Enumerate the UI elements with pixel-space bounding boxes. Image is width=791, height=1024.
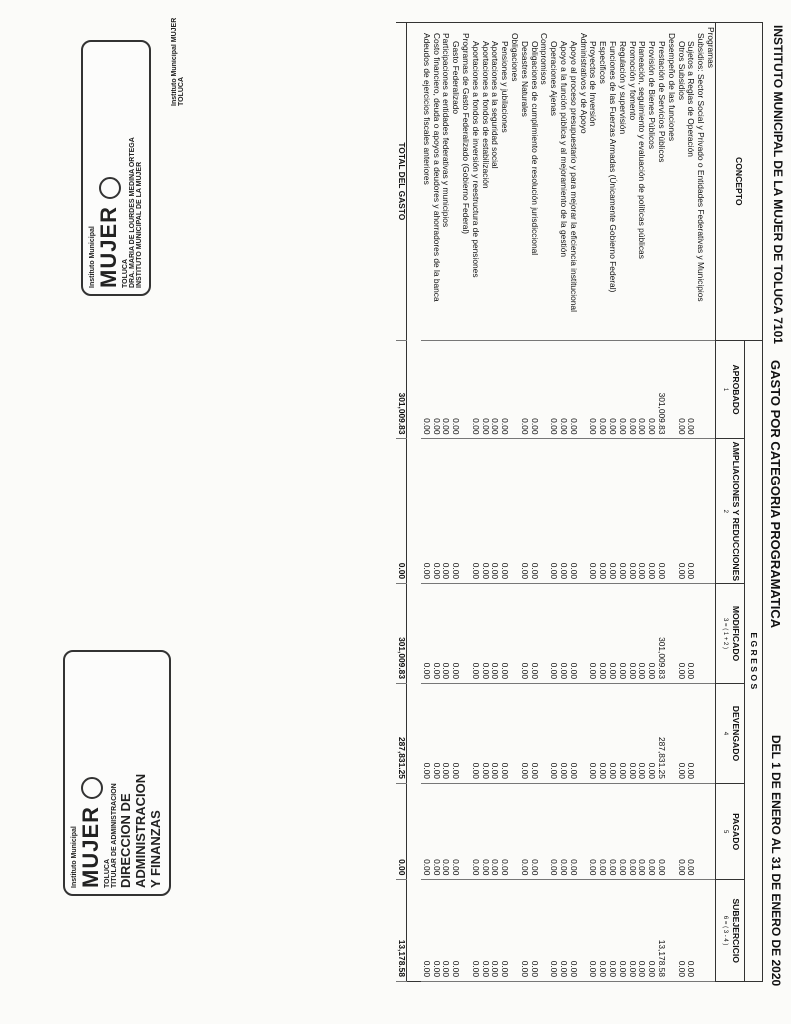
value-cell: 0.00: [421, 783, 431, 879]
concept-cell: Compromisos: [539, 23, 549, 341]
table-row: [607, 23, 617, 982]
value-cell: 0.00: [441, 683, 451, 783]
value-cell: [509, 439, 519, 584]
value-cell: 0.00: [686, 439, 696, 584]
concept-cell: Participaciones a entidades federativas y municipios: [441, 23, 451, 341]
column-label: MODIFICADO: [731, 605, 741, 662]
value-cell: 301,009.83: [656, 584, 666, 684]
value-cell: 0.00: [421, 340, 431, 439]
value-cell: 0.00: [450, 880, 460, 982]
value-cell: 0.00: [548, 880, 558, 982]
value-cell: 0.00: [686, 880, 696, 982]
concept-cell: Administrativos y de Apoyo: [578, 23, 588, 341]
value-cell: 0.00: [480, 439, 490, 584]
value-cell: 0.00: [607, 340, 617, 439]
value-cell: 0.00: [529, 783, 539, 879]
value-cell: 0.00: [646, 439, 656, 584]
value-cell: 0.00: [588, 439, 598, 584]
value-cell: 0.00: [431, 584, 441, 684]
column-label: PAGADO: [731, 813, 741, 851]
value-cell: 0.00: [646, 584, 656, 684]
total-row: [396, 23, 406, 982]
concept-cell: Apoyo a la función pública y al mejoramiento de la gestión: [558, 23, 568, 341]
concept-cell: Adeudos de ejercicios fiscales anteriores: [421, 23, 431, 341]
value-cell: 0.00: [421, 880, 431, 982]
value-cell: 0.00: [450, 584, 460, 684]
value-cell: [695, 584, 705, 684]
value-cell: [705, 340, 715, 439]
table-row: [431, 23, 441, 982]
table-row: [441, 23, 451, 982]
value-cell: 0.00: [558, 880, 568, 982]
table-row: [558, 23, 568, 982]
column-header-6: [716, 880, 745, 982]
left-stamp-line1: Instituto Municipal: [89, 226, 96, 288]
value-cell: 0.00: [421, 439, 431, 584]
value-cell: 0.00: [480, 584, 490, 684]
concept-cell: Gasto Federalizado: [450, 23, 460, 341]
table-row: [519, 23, 529, 982]
column-header-1: [716, 340, 745, 439]
value-cell: [705, 584, 715, 684]
value-cell: 0.00: [490, 783, 500, 879]
value-cell: [666, 439, 676, 584]
value-cell: [509, 584, 519, 684]
value-cell: 0.00: [676, 584, 686, 684]
concept-cell: Subsidios: Sector Social y Privado o Entidades Federativas y Municipios: [695, 23, 705, 341]
value-cell: 0.00: [617, 683, 627, 783]
value-cell: [539, 683, 549, 783]
value-cell: [578, 439, 588, 584]
value-cell: 0.00: [441, 439, 451, 584]
value-cell: [460, 683, 470, 783]
value-cell: 0.00: [646, 340, 656, 439]
value-cell: 0.00: [637, 439, 647, 584]
value-cell: 0.00: [686, 584, 696, 684]
column-header-4: [716, 683, 745, 783]
value-cell: 0.00: [480, 880, 490, 982]
left-stamp-footer: INSTITUTO MUNICIPAL DE LA MUJER: [136, 161, 143, 288]
value-cell: 0.00: [529, 340, 539, 439]
value-cell: [705, 439, 715, 584]
right-stamp-dept1: DIRECCION DE: [118, 793, 133, 888]
table-row: [548, 23, 558, 982]
table-row: [588, 23, 598, 982]
right-stamp-role: TITULAR DE ADMINISTRACION: [111, 783, 118, 888]
value-cell: 0.00: [617, 340, 627, 439]
left-stamp: [81, 40, 151, 296]
report-period: DEL 1 DE ENERO AL 31 DE ENERO DE 2020: [769, 735, 783, 987]
table-row: [539, 23, 549, 982]
value-cell: 0.00: [558, 340, 568, 439]
value-cell: 0.00: [441, 340, 451, 439]
concept-header: CONCEPTO: [716, 23, 763, 341]
value-cell: 0.00: [627, 340, 637, 439]
value-cell: 0.00: [646, 683, 656, 783]
value-cell: [666, 340, 676, 439]
concept-cell: Desempeño de las funciones: [666, 23, 676, 341]
column-formula: 5: [722, 829, 728, 834]
value-cell: [705, 880, 715, 982]
value-cell: 0.00: [597, 783, 607, 879]
right-stamp-dept2: ADMINISTRACION: [133, 773, 148, 888]
value-cell: 0.00: [617, 439, 627, 584]
concept-cell: Obligaciones de cumplimiento de resolución jurisdiccional: [529, 23, 539, 341]
value-cell: 0.00: [548, 783, 558, 879]
value-cell: 0.00: [519, 683, 529, 783]
table-row: [480, 23, 490, 982]
value-cell: 0.00: [396, 439, 406, 584]
value-cell: 13,178.58: [396, 880, 406, 982]
value-cell: [460, 439, 470, 584]
value-cell: [705, 783, 715, 879]
column-label: SUBEJERCICIO: [731, 898, 741, 963]
table-row: [705, 23, 715, 982]
value-cell: 0.00: [558, 783, 568, 879]
left-stamp-line3: TOLUCA: [122, 258, 129, 288]
left-stamp-signer: DRA. MARIA DE LOURDES MEDINA ORTEGA: [129, 137, 136, 288]
concept-cell: Apoyo al proceso presupuestario y para mejorar la eficiencia institucional: [568, 23, 578, 341]
value-cell: [539, 584, 549, 684]
value-cell: [509, 783, 519, 879]
value-cell: 0.00: [480, 340, 490, 439]
value-cell: 0.00: [529, 584, 539, 684]
programmatic-expense-table: [396, 22, 763, 982]
value-cell: 0.00: [529, 880, 539, 982]
value-cell: 0.00: [548, 683, 558, 783]
value-cell: 0.00: [637, 584, 647, 684]
value-cell: [460, 783, 470, 879]
table-row: [421, 23, 431, 982]
value-cell: 0.00: [627, 584, 637, 684]
column-header-2: [716, 439, 745, 584]
value-cell: 0.00: [637, 880, 647, 982]
value-cell: [695, 783, 705, 879]
right-stamp: [63, 650, 171, 896]
value-cell: 0.00: [470, 439, 480, 584]
spacer-row: [407, 23, 422, 982]
concept-cell: Costo financiero, deuda o apoyos a deudores y ahorradores de la banca: [431, 23, 441, 341]
column-formula: 2: [722, 509, 728, 513]
value-cell: 0.00: [519, 439, 529, 584]
value-cell: 0.00: [450, 783, 460, 879]
value-cell: 0.00: [568, 783, 578, 879]
value-cell: 0.00: [519, 340, 529, 439]
value-cell: 0.00: [686, 783, 696, 879]
value-cell: 0.00: [588, 584, 598, 684]
value-cell: [578, 880, 588, 982]
value-cell: 0.00: [607, 880, 617, 982]
concept-cell: Pensiones y jubilaciones: [499, 23, 509, 341]
value-cell: 0.00: [499, 783, 509, 879]
value-cell: 0.00: [470, 783, 480, 879]
value-cell: 0.00: [396, 783, 406, 879]
value-cell: 0.00: [519, 584, 529, 684]
value-cell: [460, 340, 470, 439]
value-cell: 0.00: [421, 683, 431, 783]
value-cell: 0.00: [627, 683, 637, 783]
right-stamp-dept3: Y FINANZAS: [148, 810, 163, 888]
header-row-egresos: [745, 23, 763, 982]
value-cell: [578, 340, 588, 439]
value-cell: 0.00: [676, 439, 686, 584]
concept-cell: Programas: [705, 23, 715, 341]
value-cell: 287,831.25: [656, 683, 666, 783]
value-cell: 0.00: [431, 683, 441, 783]
value-cell: 0.00: [676, 783, 686, 879]
concept-cell: TOTAL DEL GASTO: [396, 23, 406, 341]
table-row: [666, 23, 676, 982]
value-cell: 0.00: [568, 584, 578, 684]
value-cell: 0.00: [529, 439, 539, 584]
value-cell: 0.00: [676, 683, 686, 783]
table-row: [646, 23, 656, 982]
value-cell: 0.00: [568, 340, 578, 439]
table-row: [617, 23, 627, 982]
column-formula: 3 = ( 1 + 2 ): [722, 618, 728, 650]
table-body: [396, 23, 715, 982]
value-cell: 0.00: [617, 584, 627, 684]
report-title: GASTO POR CATEGORIA PROGRAMATICA: [768, 360, 783, 629]
value-cell: 0.00: [627, 439, 637, 584]
value-cell: [509, 880, 519, 982]
value-cell: 0.00: [499, 340, 509, 439]
column-label: AMPLIACIONES Y REDUCCIONES: [731, 441, 741, 582]
concept-cell: Proyectos de Inversión: [588, 23, 598, 341]
table-row: [450, 23, 460, 982]
seal-icon: [99, 177, 121, 199]
value-cell: [695, 340, 705, 439]
table-row: [470, 23, 480, 982]
value-cell: 0.00: [597, 683, 607, 783]
value-cell: 301,009.83: [396, 340, 406, 439]
value-cell: 0.00: [519, 783, 529, 879]
value-cell: 0.00: [499, 683, 509, 783]
concept-cell: Operaciones Ajenas: [548, 23, 558, 341]
value-cell: 0.00: [490, 880, 500, 982]
value-cell: 0.00: [548, 340, 558, 439]
value-cell: 0.00: [597, 880, 607, 982]
column-label: APROBADO: [731, 364, 741, 415]
value-cell: 0.00: [568, 880, 578, 982]
left-stamp-line2: MUJER: [96, 48, 122, 288]
value-cell: 0.00: [499, 584, 509, 684]
value-cell: [705, 683, 715, 783]
table-row: [637, 23, 647, 982]
value-cell: 0.00: [676, 880, 686, 982]
value-cell: 0.00: [480, 783, 490, 879]
entity-title: INSTITUTO MUNICIPAL DE LA MUJER DE TOLUCA 7101: [771, 25, 785, 344]
value-cell: 0.00: [627, 783, 637, 879]
concept-cell: Otros Subsidios: [676, 23, 686, 341]
table-row: [656, 23, 666, 982]
value-cell: [695, 439, 705, 584]
table-row: [676, 23, 686, 982]
value-cell: 0.00: [588, 880, 598, 982]
value-cell: 0.00: [607, 683, 617, 783]
value-cell: 0.00: [607, 439, 617, 584]
table-row: [568, 23, 578, 982]
value-cell: 0.00: [646, 880, 656, 982]
value-cell: 0.00: [558, 439, 568, 584]
concept-cell: Promoción y fomento: [627, 23, 637, 341]
table-row: [597, 23, 607, 982]
column-formula: 1: [722, 387, 728, 392]
value-cell: 0.00: [627, 880, 637, 982]
value-cell: [578, 783, 588, 879]
value-cell: 0.00: [450, 439, 460, 584]
value-cell: 0.00: [441, 880, 451, 982]
concept-cell: Sujetos a Reglas de Operación: [686, 23, 696, 341]
concept-cell: Regulación y supervisión: [617, 23, 627, 341]
value-cell: 0.00: [450, 683, 460, 783]
value-cell: 0.00: [490, 340, 500, 439]
concept-cell: Aportaciones a fondos de estabilización: [480, 23, 490, 341]
value-cell: 0.00: [470, 584, 480, 684]
value-cell: [460, 880, 470, 982]
value-cell: [578, 683, 588, 783]
value-cell: 0.00: [529, 683, 539, 783]
institute-logo-text: Instituto Municipal MUJER TOLUCA: [171, 17, 185, 106]
value-cell: 0.00: [597, 584, 607, 684]
table-row: [695, 23, 705, 982]
value-cell: 0.00: [548, 439, 558, 584]
value-cell: 0.00: [490, 584, 500, 684]
value-cell: [539, 340, 549, 439]
value-cell: 0.00: [548, 584, 558, 684]
value-cell: 0.00: [490, 439, 500, 584]
value-cell: 0.00: [637, 783, 647, 879]
value-cell: [460, 584, 470, 684]
table-row: [460, 23, 470, 982]
concept-cell: Funciones de las Fuerzas Armadas (Únicamente Gobierno Federal): [607, 23, 617, 341]
right-stamp-line1: Instituto Municipal: [71, 826, 78, 888]
value-cell: 0.00: [568, 439, 578, 584]
concept-cell: Específicos: [597, 23, 607, 341]
table-row: [578, 23, 588, 982]
value-cell: 0.00: [637, 340, 647, 439]
concept-cell: Obligaciones: [509, 23, 519, 341]
value-cell: [695, 880, 705, 982]
table-row: [499, 23, 509, 982]
table-row: [627, 23, 637, 982]
value-cell: 0.00: [421, 584, 431, 684]
column-label: DEVENGADO: [731, 705, 741, 762]
value-cell: [666, 584, 676, 684]
value-cell: 0.00: [499, 439, 509, 584]
value-cell: 0.00: [597, 439, 607, 584]
value-cell: 0.00: [470, 880, 480, 982]
value-cell: 301,009.83: [396, 584, 406, 684]
value-cell: 0.00: [519, 880, 529, 982]
value-cell: 0.00: [588, 783, 598, 879]
value-cell: 0.00: [607, 783, 617, 879]
column-header-3: [716, 584, 745, 684]
value-cell: [666, 783, 676, 879]
value-cell: [539, 439, 549, 584]
value-cell: 0.00: [431, 783, 441, 879]
value-cell: 13,178.58: [656, 880, 666, 982]
value-cell: [666, 880, 676, 982]
egresos-header: E G R E S O S: [745, 340, 763, 981]
seal-icon: [81, 777, 103, 799]
concept-cell: Aportaciones a la seguridad social: [490, 23, 500, 341]
value-cell: 0.00: [431, 439, 441, 584]
value-cell: 0.00: [686, 683, 696, 783]
value-cell: 0.00: [558, 683, 568, 783]
value-cell: 0.00: [637, 683, 647, 783]
value-cell: 0.00: [441, 783, 451, 879]
concept-cell: Programas de Gasto Federalizado (Gobierno Federal): [460, 23, 470, 341]
concept-cell: Provisión de Bienes Públicos: [646, 23, 656, 341]
value-cell: 0.00: [558, 584, 568, 684]
value-cell: 0.00: [607, 584, 617, 684]
value-cell: [509, 340, 519, 439]
value-cell: 287,831.25: [396, 683, 406, 783]
value-cell: [539, 880, 549, 982]
value-cell: 0.00: [499, 880, 509, 982]
institute-logo: [165, 10, 191, 112]
concept-cell: Prestación de Servicios Públicos: [656, 23, 666, 341]
value-cell: 0.00: [470, 340, 480, 439]
value-cell: 0.00: [431, 880, 441, 982]
value-cell: 0.00: [676, 340, 686, 439]
value-cell: 301,009.83: [656, 340, 666, 439]
concept-cell: Planeación, seguimiento y evaluación de políticas públicas: [637, 23, 647, 341]
value-cell: [509, 683, 519, 783]
column-formula: 4: [722, 731, 728, 736]
value-cell: 0.00: [656, 439, 666, 584]
value-cell: 0.00: [568, 683, 578, 783]
value-cell: 0.00: [597, 340, 607, 439]
value-cell: [666, 683, 676, 783]
table-row: [529, 23, 539, 982]
right-stamp-line2: MUJER: [78, 658, 104, 888]
value-cell: 0.00: [441, 584, 451, 684]
right-stamp-line3: TOLUCA: [104, 858, 111, 888]
value-cell: [578, 584, 588, 684]
value-cell: [695, 683, 705, 783]
table-row: [686, 23, 696, 982]
concept-cell: Aportaciones a fondos de inversión y reestructura de pensiones: [470, 23, 480, 341]
value-cell: 0.00: [686, 340, 696, 439]
value-cell: 0.00: [490, 683, 500, 783]
column-header-5: [716, 783, 745, 879]
value-cell: [539, 783, 549, 879]
value-cell: 0.00: [588, 340, 598, 439]
value-cell: 0.00: [646, 783, 656, 879]
value-cell: 0.00: [450, 340, 460, 439]
table-row: [509, 23, 519, 982]
table-row: [490, 23, 500, 982]
value-cell: 0.00: [656, 783, 666, 879]
value-cell: 0.00: [617, 880, 627, 982]
value-cell: 0.00: [470, 683, 480, 783]
value-cell: 0.00: [617, 783, 627, 879]
value-cell: 0.00: [480, 683, 490, 783]
value-cell: 0.00: [431, 340, 441, 439]
column-formula: 6 = ( 3 - 4 ): [722, 915, 728, 946]
concept-cell: Desastres Naturales: [519, 23, 529, 341]
value-cell: 0.00: [588, 683, 598, 783]
